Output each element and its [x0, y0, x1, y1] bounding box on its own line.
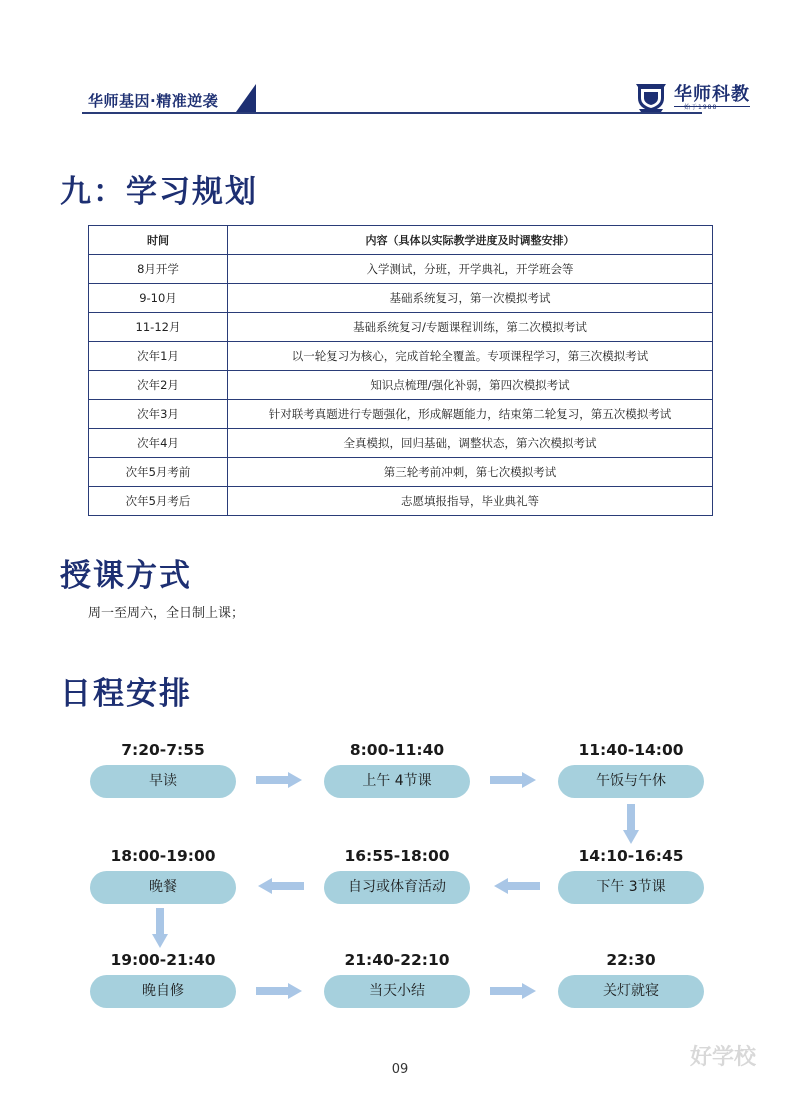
cell-content: 基础系统复习，第一次模拟考试	[228, 284, 713, 313]
schedule-activity: 当天小结	[324, 975, 470, 1008]
logo-subtitle: 始于1988	[684, 104, 718, 111]
schedule-activity: 晚自修	[90, 975, 236, 1008]
schedule-section-title: 日程安排	[60, 676, 192, 712]
cell-content: 知识点梳理/强化补弱，第四次模拟考试	[228, 371, 713, 400]
arrow-left-icon	[494, 878, 542, 894]
header-slogan: 华师基因·精准逆袭	[88, 92, 219, 110]
column-header-content: 内容（具体以实际教学进度及时调整安排）	[228, 226, 713, 255]
cell-content: 以一轮复习为核心，完成首轮全覆盖。专项课程学习，第三次模拟考试	[228, 342, 713, 371]
cell-time: 8月开学	[89, 255, 228, 284]
table-row	[89, 284, 713, 313]
teach-description: 周一至周六，全日制上课；	[88, 606, 245, 621]
cell-time: 次年1月	[89, 342, 228, 371]
cell-time: 次年2月	[89, 371, 228, 400]
table-row	[89, 342, 713, 371]
schedule-activity: 上午 4节课	[324, 765, 470, 798]
table-row	[89, 458, 713, 487]
plan-section-title: 九：学习规划	[60, 174, 258, 210]
arrow-left-icon	[258, 878, 306, 894]
table-header-row	[89, 226, 713, 255]
schedule-item	[324, 948, 470, 1008]
schedule-activity: 早读	[90, 765, 236, 798]
table-row	[89, 313, 713, 342]
schedule-activity: 晚餐	[90, 871, 236, 904]
cell-time: 次年3月	[89, 400, 228, 429]
cell-content: 全真模拟，回归基础，调整状态，第六次模拟考试	[228, 429, 713, 458]
table-row	[89, 429, 713, 458]
table-row	[89, 371, 713, 400]
schedule-activity: 下午 3节课	[558, 871, 704, 904]
schedule-item	[324, 738, 470, 798]
schedule-item	[90, 738, 236, 798]
header-triangle-decoration	[236, 84, 256, 112]
table-row	[89, 487, 713, 516]
schedule-item	[558, 948, 704, 1008]
arrow-down-icon	[152, 908, 168, 948]
cell-content: 志愿填报指导，毕业典礼等	[228, 487, 713, 516]
column-header-time: 时间	[89, 226, 228, 255]
schedule-time: 18:00-19:00	[110, 847, 216, 865]
header-rule	[82, 112, 702, 114]
page-number: 09	[391, 1062, 409, 1077]
schedule-time: 7:20-7:55	[121, 741, 205, 759]
cell-time: 次年5月考后	[89, 487, 228, 516]
cell-content: 入学测试，分班，开学典礼，开学班会等	[228, 255, 713, 284]
logo-name: 华师科教	[674, 84, 750, 105]
arrow-right-icon	[490, 983, 538, 999]
schedule-time: 22:30	[606, 951, 656, 969]
schedule-item	[324, 844, 470, 904]
teach-section-title: 授课方式	[60, 558, 192, 594]
arrow-down-icon	[623, 804, 639, 844]
schedule-time: 8:00-11:40	[349, 741, 445, 759]
watermark: 好学校	[690, 1045, 757, 1070]
schedule-time: 16:55-18:00	[344, 847, 450, 865]
arrow-right-icon	[256, 983, 304, 999]
schedule-item	[90, 948, 236, 1008]
schedule-item	[558, 738, 704, 798]
table-row	[89, 255, 713, 284]
cell-content: 基础系统复习/专题课程训练，第二次模拟考试	[228, 313, 713, 342]
arrow-right-icon	[256, 772, 304, 788]
schedule-time: 21:40-22:10	[344, 951, 450, 969]
schedule-time: 14:10-16:45	[578, 847, 684, 865]
arrow-right-icon	[490, 772, 538, 788]
schedule-activity: 自习或体育活动	[324, 871, 470, 904]
cell-time: 11-12月	[89, 313, 228, 342]
cell-time: 次年4月	[89, 429, 228, 458]
cell-time: 次年5月考前	[89, 458, 228, 487]
cell-content: 第三轮考前冲刺，第七次模拟考试	[228, 458, 713, 487]
schedule-activity: 关灯就寝	[558, 975, 704, 1008]
study-plan-table	[88, 225, 713, 516]
cell-content: 针对联考真题进行专题强化，形成解题能力，结束第二轮复习，第五次模拟考试	[228, 400, 713, 429]
schedule-time: 19:00-21:40	[110, 951, 216, 969]
table-row	[89, 400, 713, 429]
schedule-item	[558, 844, 704, 904]
schedule-time: 11:40-14:00	[578, 741, 684, 759]
school-emblem-icon	[634, 78, 668, 112]
cell-time: 9-10月	[89, 284, 228, 313]
schedule-activity: 午饭与午休	[558, 765, 704, 798]
schedule-item	[90, 844, 236, 904]
